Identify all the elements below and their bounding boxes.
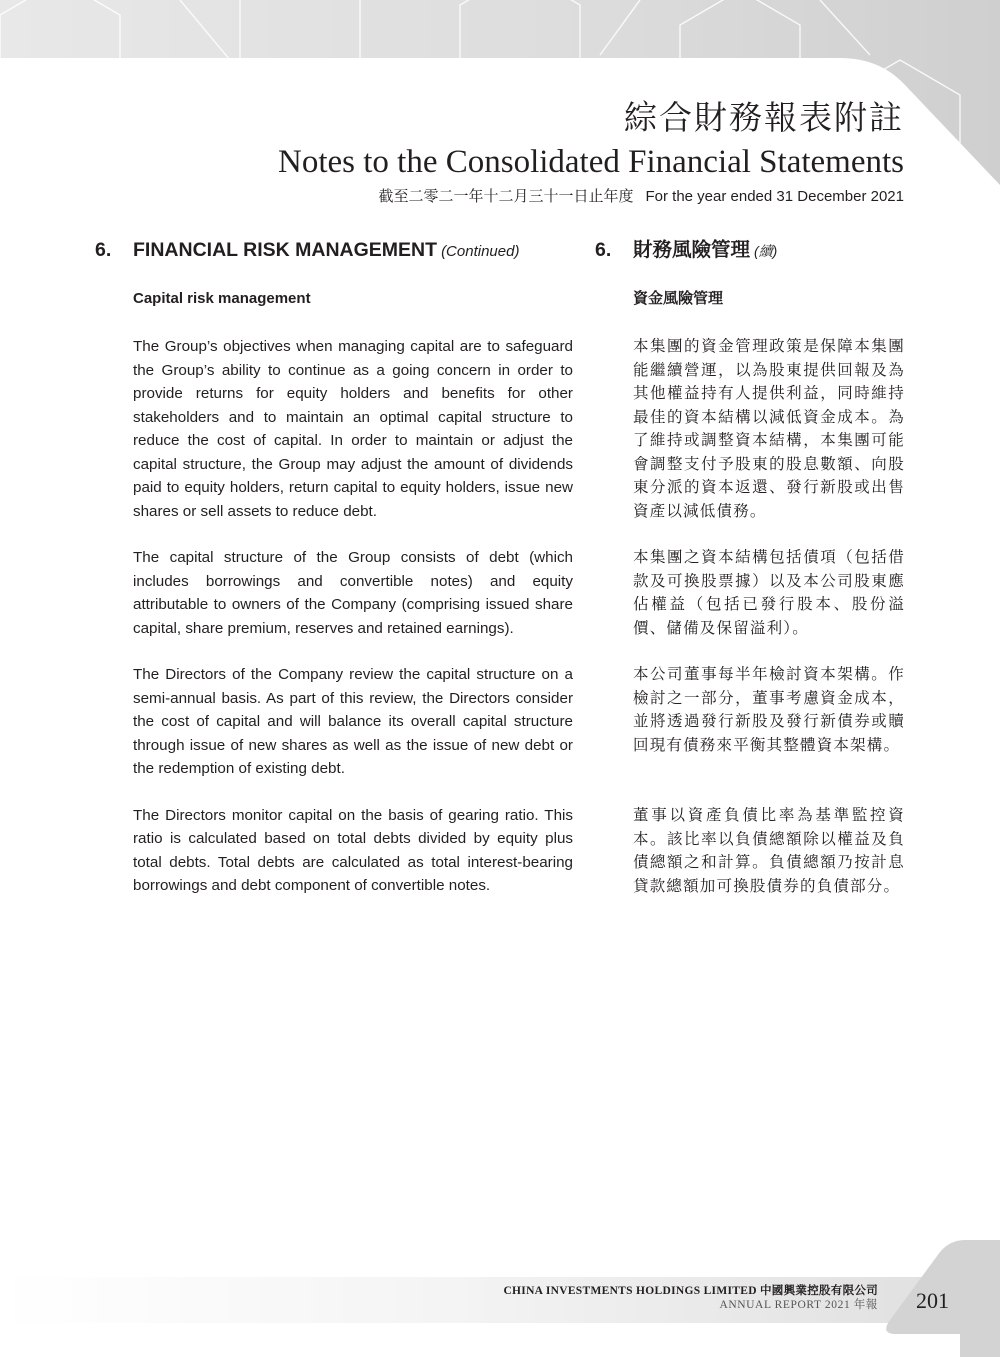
page-header xyxy=(278,96,904,208)
section-heading-chinese xyxy=(595,236,905,266)
paragraph-capital-structure: The capital structure of the Group consists of debt (which includes borrowings and convertible notes) and equity attributable to owners of the Company (comprising issued share capital, share premium, reserves and retained earnings). xyxy=(133,549,573,637)
paragraph-gearing-ratio: The Directors monitor capital on the basis of gearing ratio. This ratio is calculated based on total debts divided by equity plus total debts. Total debts are calculated as total interest-bearing borrowings and debt component of convertible notes. xyxy=(133,806,573,894)
annual-report-label xyxy=(503,1298,878,1312)
paragraph-review: 本公司董事每半年檢討資本架構。作檢討之一部分，董事考慮資金成本，並將透過發行新股及發行新債券或贖回現有債務來平衡其整體資本架構。 xyxy=(633,666,905,754)
title-chinese: 綜合財務報表附註 xyxy=(624,98,904,137)
reporting-period xyxy=(278,186,904,208)
page-number: 201 xyxy=(916,1288,949,1313)
report-english: ANNUAL REPORT 2021 xyxy=(719,1299,851,1311)
paragraph-objectives: 本集團的資金管理政策是保障本集團能繼續營運，以為股東提供回報及為其他權益持有人提供利益，同時維持最佳的資本結構以減低資金成本。為了維持或調整資本結構，本集團可能會調整支付予股東的股息數額、向股東分派的資本返還、發行新股或出售資產以減低債務。 xyxy=(633,338,905,520)
report-chinese: 年報 xyxy=(853,1299,878,1311)
period-chinese: 截至二零二一年十二月三十一日止年度 xyxy=(378,188,634,205)
chinese-column xyxy=(595,236,905,898)
section-number: 6. xyxy=(95,239,112,261)
paragraphs-chinese xyxy=(633,335,905,898)
section-number: 6. xyxy=(595,239,612,261)
section-title: 財務風險管理 xyxy=(633,239,751,261)
page-footer xyxy=(503,1284,878,1312)
title-english: Notes to the Consolidated Financial Statements xyxy=(278,144,904,180)
company-name xyxy=(503,1284,878,1298)
continued-label: (續) xyxy=(754,243,778,259)
company-name-english: CHINA INVESTMENTS HOLDINGS LIMITED xyxy=(503,1285,757,1297)
subheading-english: Capital risk management xyxy=(133,290,311,307)
paragraph-capital-structure: 本集團之資本結構包括債項（包括借款及可換股票據）以及本公司股東應佔權益（包括已發行股本、股份溢價、儲備及保留溢利）。 xyxy=(633,549,905,637)
company-name-chinese: 中國興業控股有限公司 xyxy=(760,1285,878,1297)
subheading-chinese: 資金風險管理 xyxy=(633,290,724,307)
continued-label: (Continued) xyxy=(441,243,520,260)
paragraphs-english xyxy=(133,335,573,898)
english-column xyxy=(95,236,573,898)
paragraph-objectives: The Group’s objectives when managing capital are to safeguard the Group’s ability to continue as a going concern in order to provide returns for equity holders and benefits for other stakeholders and to maintain an optimal capital structure to reduce the cost of capital. In order to maintain or adjust the capital structure, the Group may adjust the amount of dividends paid to equity holders, return capital to equity holders, issue new shares or sell assets to reduce debt. xyxy=(133,338,573,520)
paragraph-gearing-ratio: 董事以資產負債比率為基準監控資本。該比率以負債總額除以權益及負債總額之和計算。負債總額乃按計息貸款總額加可換股債券的負債部分。 xyxy=(633,807,905,895)
period-english: For the year ended 31 December 2021 xyxy=(645,188,904,205)
paragraph-review: The Directors of the Company review the capital structure on a semi-annual basis. As part of this review, the Directors consider the cost of capital and will balance its overall capital structure through issue of new shares as well as the issue of new debt or the redemption of existing debt. xyxy=(133,666,573,777)
section-heading-english xyxy=(95,236,573,266)
section-title: FINANCIAL RISK MANAGEMENT xyxy=(133,239,438,261)
